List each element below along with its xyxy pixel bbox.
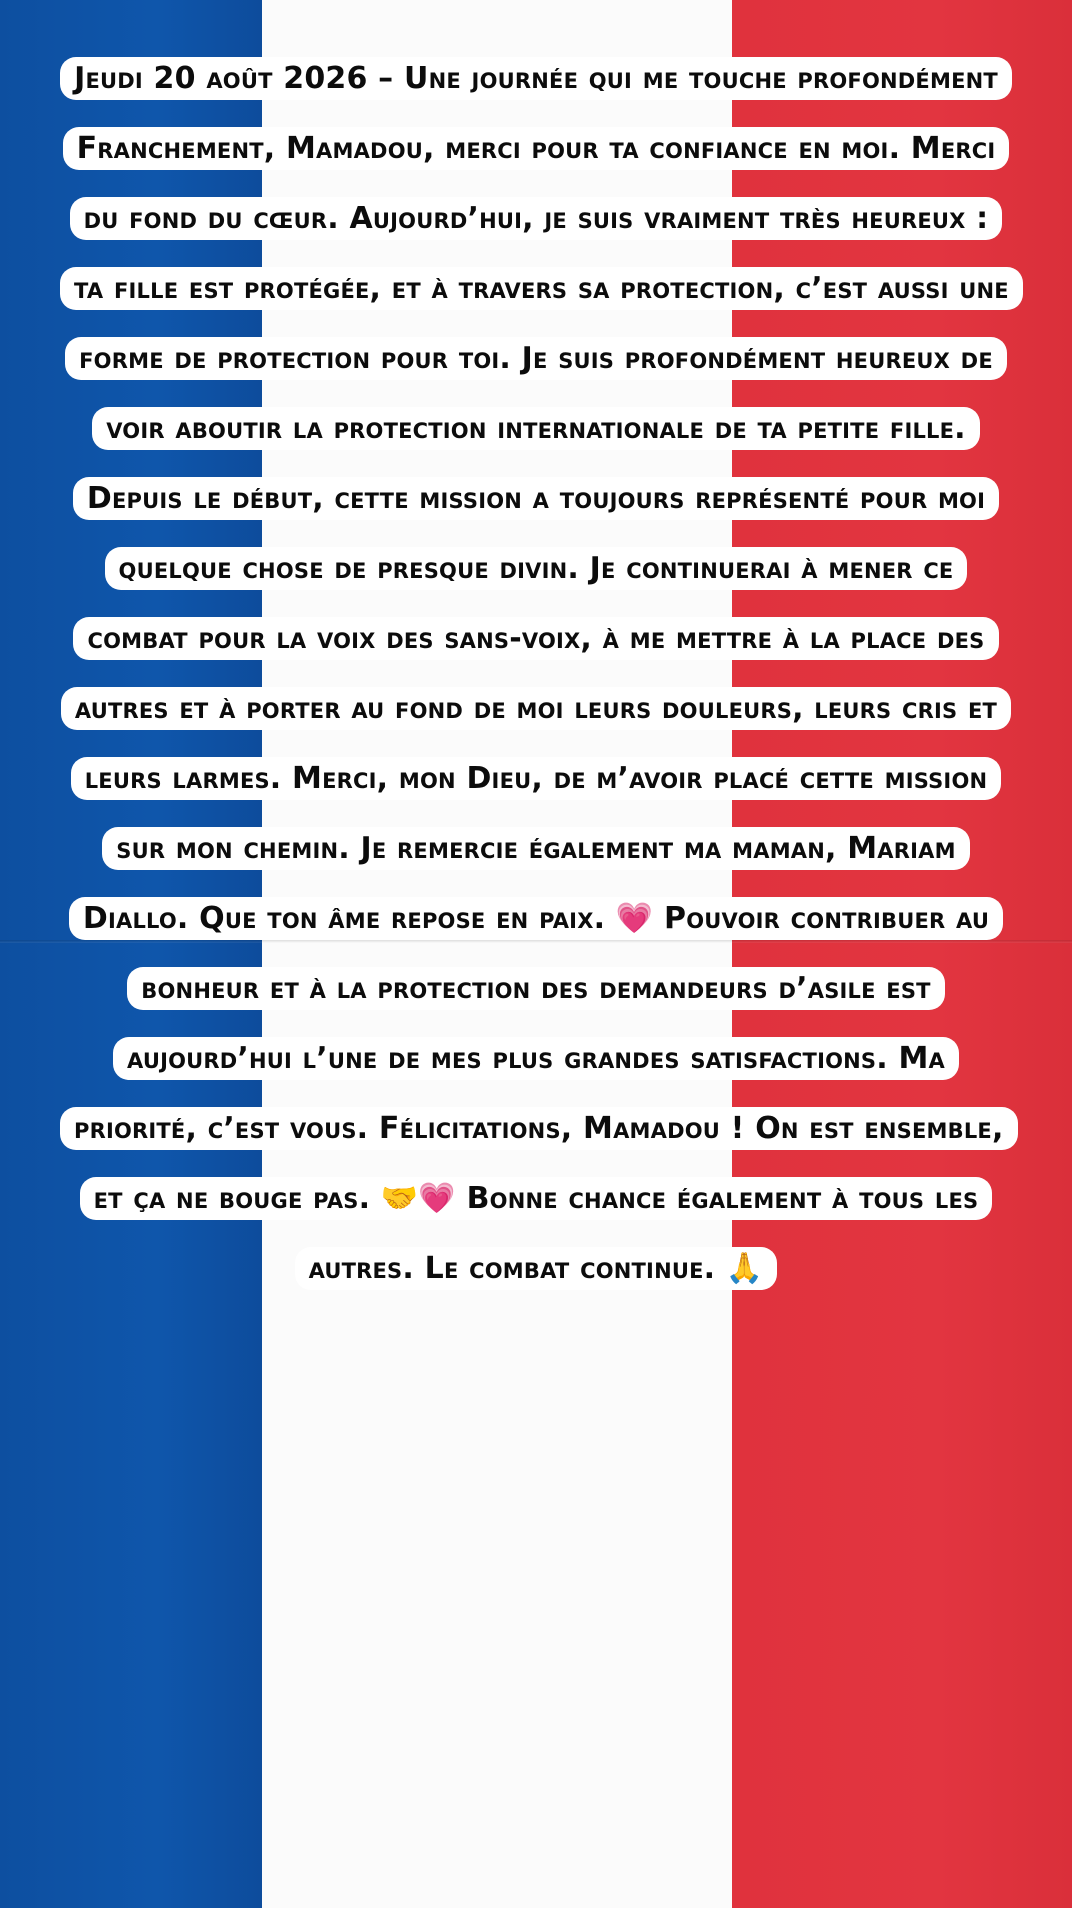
story-caption (60, 44, 1012, 1304)
caption-title: Jeudi 20 août 2026 – Une journée qui me touche profondément (60, 57, 1012, 100)
caption-title-line (60, 44, 1012, 114)
caption-body: Franchement, Mamadou, merci pour ta confiance en moi. Merci du fond du cœur. Aujourd’hui, je suis vraiment très heureux : ta fille est protégée, et à travers sa protection, c’est aussi une forme de protection pour toi. Je suis profondément heureux de voir aboutir la protection internationale de ta petite fille. Depuis le début, cette mission a toujours représenté pour moi quelque chose de presque divin. Je continuerai à mener ce combat pour la voix des sans-voix, à me mettre à la place des autres et à porter au fond de moi leurs douleurs, leurs cris et leurs larmes. Merci, mon Dieu, de m’avoir placé cette mission sur mon chemin. Je remercie également ma maman, Mariam Diallo. Que ton âme repose en paix. 💗 Pouvoir contribuer au bonheur et à la protection des demandeurs d’asile est aujourd’hui l’une de mes plus grandes satisfactions. Ma priorité, c’est vous. Félicitations, Mamadou ! On est ensemble, et ça ne bouge pas. 🤝💗 Bonne chance également à tous les autres. Le combat continue. 🙏 (60, 127, 1023, 1290)
caption-body-line (60, 114, 1012, 1304)
